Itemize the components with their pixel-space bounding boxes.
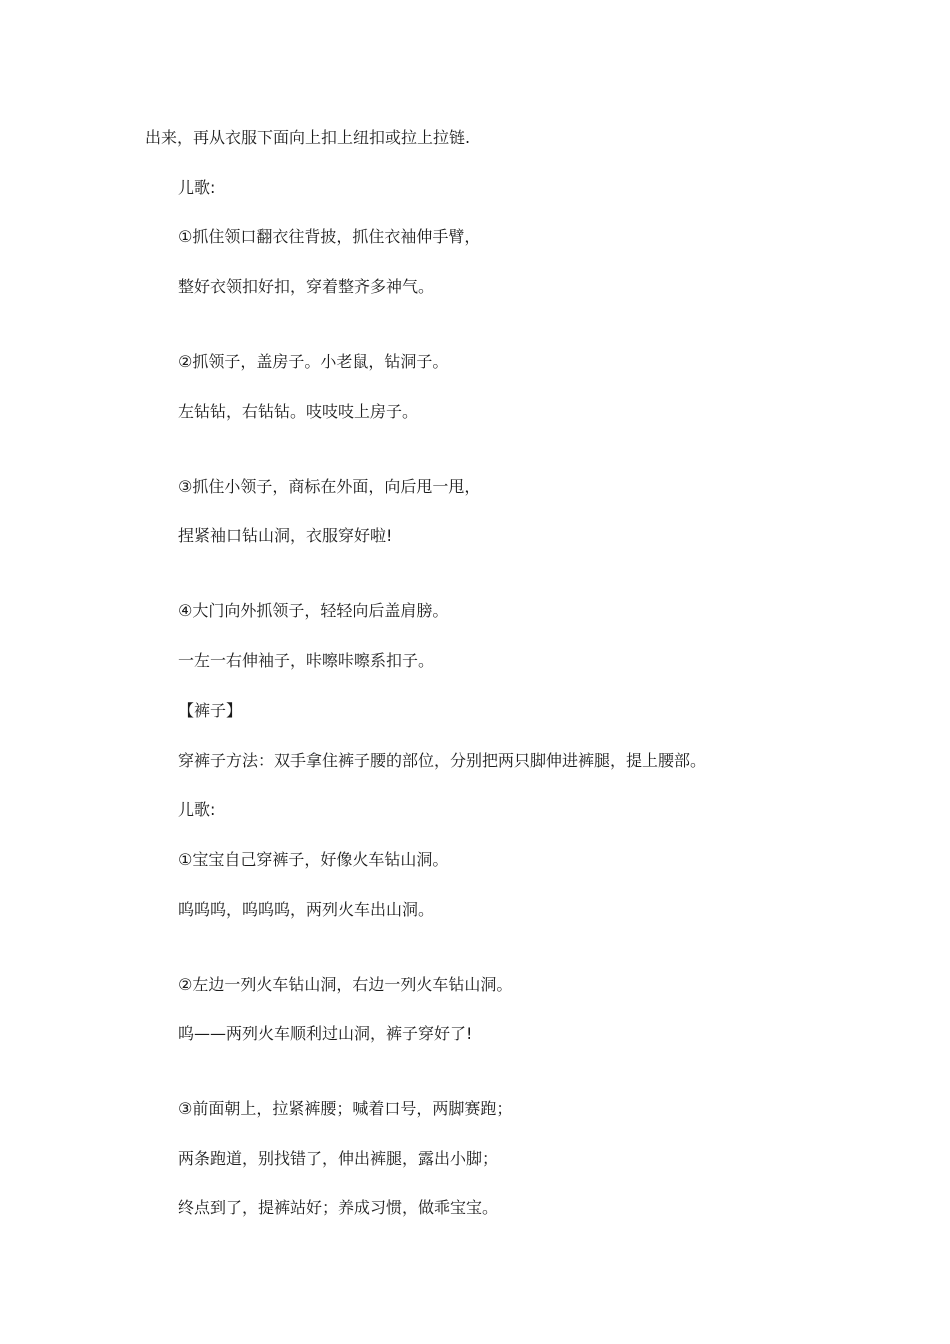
rhyme-3-line-2: 捏紧袖口钻山洞，衣服穿好啦!	[178, 526, 393, 545]
pants-rhyme-3-line-2: 两条跑道，别找错了，伸出裤腿，露出小脚；	[178, 1149, 499, 1168]
pants-method-text: 穿裤子方法：双手拿住裤子腰的部位，分别把两只脚伸进裤腿，提上腰部。	[178, 751, 707, 770]
rhyme-2-line-2: 左钻钻，右钻钻。吱吱吱上房子。	[178, 402, 419, 421]
rhyme-1-line-1: ①抓住领口翻衣往背披，抓住衣袖伸手臂，	[178, 227, 481, 246]
rhyme-1-line-2: 整好衣领扣好扣，穿着整齐多神气。	[178, 277, 435, 296]
rhyme-4-line-2: 一左一右伸袖子，咔嚓咔嚓系扣子。	[178, 651, 435, 670]
pants-rhyme-1-line-2: 呜呜呜，呜呜呜，两列火车出山洞。	[178, 900, 435, 919]
pants-rhyme-1-line-1: ①宝宝自己穿裤子，好像火车钻山洞。	[178, 850, 449, 869]
heading-nursery-rhyme-2: 儿歌:	[178, 800, 216, 819]
pants-rhyme-2-line-2: 呜——两列火车顺利过山洞，裤子穿好了!	[178, 1024, 473, 1043]
rhyme-3-line-1: ③抓住小领子，商标在外面，向后甩一甩，	[178, 477, 481, 496]
rhyme-2-line-1: ②抓领子，盖房子。小老鼠，钻洞子。	[178, 352, 449, 371]
pants-rhyme-3-line-3: 终点到了，提裤站好；养成习惯，做乖宝宝。	[178, 1198, 499, 1217]
text-line-continuation: 出来，再从衣服下面向上扣上纽扣或拉上拉链.	[145, 128, 471, 147]
rhyme-4-line-1: ④大门向外抓领子，轻轻向后盖肩膀。	[178, 601, 449, 620]
heading-nursery-rhyme-1: 儿歌:	[178, 178, 216, 197]
pants-rhyme-2-line-1: ②左边一列火车钻山洞，右边一列火车钻山洞。	[178, 975, 513, 994]
pants-rhyme-3-line-1: ③前面朝上，拉紧裤腰；喊着口号，两脚赛跑；	[178, 1099, 513, 1118]
section-heading-pants: 【裤子】	[178, 701, 243, 720]
